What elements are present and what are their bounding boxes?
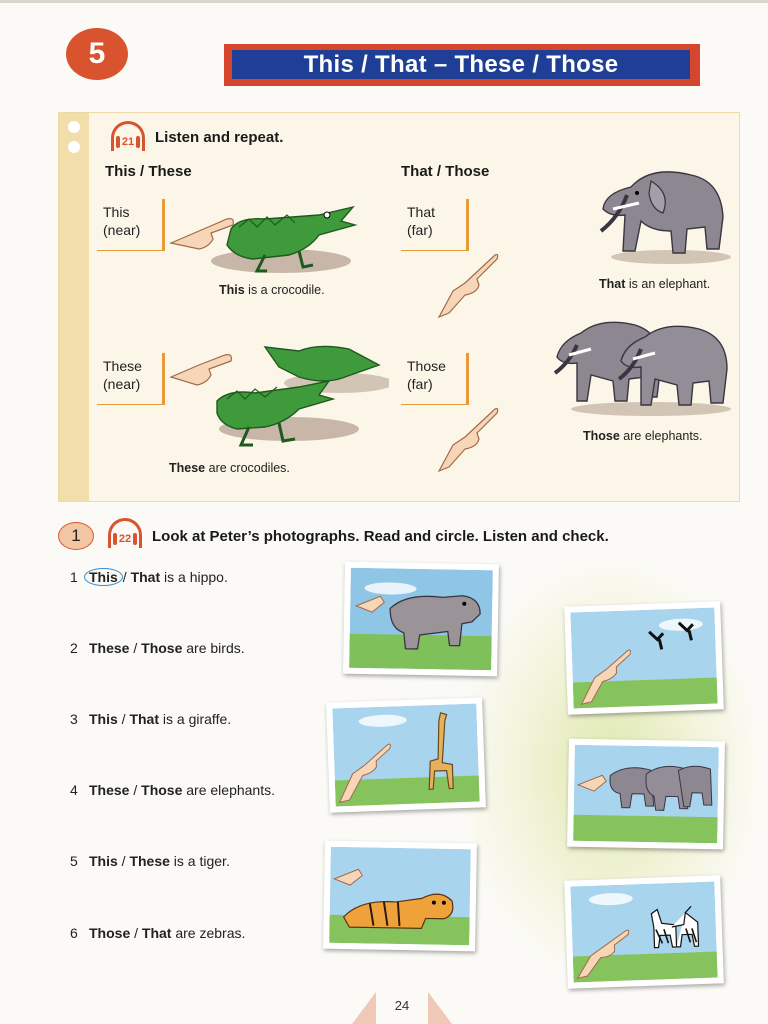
photo-hippo xyxy=(343,562,499,677)
page-title: This / That – These / Those xyxy=(232,50,690,79)
option-a[interactable]: These xyxy=(89,782,130,798)
photo-elephants xyxy=(567,739,725,850)
headphones-icon[interactable] xyxy=(107,119,149,157)
elephant-illustration xyxy=(591,157,735,267)
exercise-item: 5 This / These is a tiger. xyxy=(70,853,230,869)
exercise-item: 4 These / Those are elephants. xyxy=(70,782,275,798)
label-these-near: These (near) xyxy=(97,353,165,405)
pointing-hand-far xyxy=(435,405,499,475)
label-that-far: That (far) xyxy=(401,199,469,251)
page-number: 24 xyxy=(394,998,410,1013)
unit-number-badge: 5 xyxy=(66,28,128,80)
crocodiles-illustration xyxy=(169,337,389,457)
option-b[interactable]: That xyxy=(129,711,160,727)
option-b[interactable]: Those xyxy=(141,640,183,656)
option-b[interactable]: That xyxy=(130,569,161,585)
caption-crocodile: This is a crocodile. xyxy=(219,283,325,297)
option-b[interactable]: These xyxy=(129,853,170,869)
exercise-number: 1 xyxy=(58,522,94,550)
binder-hole xyxy=(68,141,80,153)
elephants-illustration xyxy=(551,313,737,417)
exercise-item: 6 Those / That are zebras. xyxy=(70,925,246,941)
listen-panel xyxy=(58,112,740,502)
option-a[interactable]: Those xyxy=(89,925,131,941)
photo-birds xyxy=(564,601,724,714)
listen-instruction: Listen and repeat. xyxy=(155,129,284,146)
exercise-item: 1 This / That is a hippo. xyxy=(70,569,228,585)
option-a[interactable]: This xyxy=(89,853,118,869)
crocodile-illustration xyxy=(169,199,359,285)
exercise-instruction: Look at Peter’s photographs. Read and circle. Listen and check. xyxy=(152,528,609,545)
column-head-that-those: That / Those xyxy=(401,163,490,180)
photo-zebras xyxy=(564,875,724,988)
option-b[interactable]: Those xyxy=(141,782,183,798)
option-a[interactable]: These xyxy=(89,640,130,656)
label-this-near: This (near) xyxy=(97,199,165,251)
column-head-this-these: This / These xyxy=(105,163,192,180)
pointing-hand-far xyxy=(435,251,499,321)
binder-hole xyxy=(68,121,80,133)
title-banner xyxy=(224,44,700,86)
caption-crocodiles: These are crocodiles. xyxy=(169,461,290,475)
binder-strip xyxy=(59,113,89,501)
track-number: 21 xyxy=(107,136,149,148)
photo-tiger xyxy=(323,841,477,952)
top-rule xyxy=(0,0,768,3)
exercise-item: 3 This / That is a giraffe. xyxy=(70,711,232,727)
option-a[interactable]: This xyxy=(89,711,118,727)
caption-elephants: Those are elephants. xyxy=(583,429,703,443)
photo-giraffe xyxy=(326,697,486,812)
circled-answer[interactable]: This xyxy=(84,568,123,586)
caption-elephant: That is an elephant. xyxy=(599,277,711,291)
headphones-icon[interactable] xyxy=(104,516,146,554)
label-those-far: Those (far) xyxy=(401,353,469,405)
option-b[interactable]: That xyxy=(141,925,172,941)
track-number: 22 xyxy=(104,533,146,545)
exercise-item: 2 These / Those are birds. xyxy=(70,640,245,656)
